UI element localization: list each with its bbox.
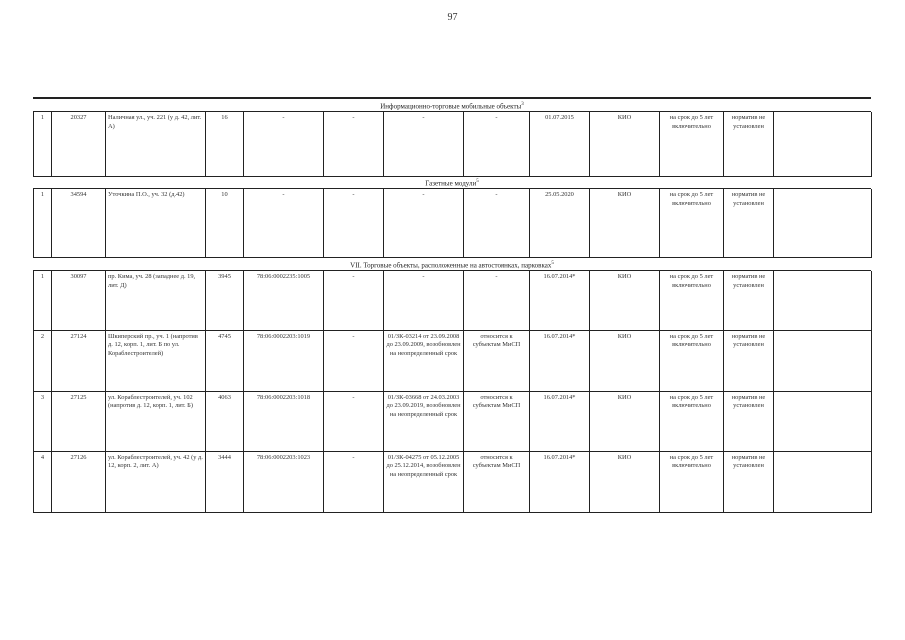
object-id: 27126 <box>52 451 106 512</box>
category-cell: - <box>464 112 530 176</box>
object-id: 27124 <box>52 330 106 391</box>
organization-cell: КИО <box>590 189 660 257</box>
category-cell: относится к субъектам МиСП <box>464 391 530 451</box>
cadastral-cell: 78:06:0002203:1019 <box>244 330 324 391</box>
organization-cell: КИО <box>590 271 660 330</box>
row-number: 2 <box>34 330 52 391</box>
date-cell: 16.07.2014* <box>530 271 590 330</box>
cadastral-cell: 78:06:0002203:1023 <box>244 451 324 512</box>
section-title: Газетные модули$^5$ <box>33 176 871 189</box>
table-row <box>34 451 872 512</box>
column-6-cell: - <box>324 189 384 257</box>
contract-cell: 01/ЗК-03668 от 24.03.2003 до 23.09.2019, возобновлен на неопределенный срок <box>384 391 464 451</box>
section-title: VII. Торговые объекты, расположенные на автостоянках, парковках$^5$ <box>33 258 871 271</box>
empty-cell <box>774 189 872 257</box>
norm-cell: норматив не установлен <box>724 391 774 451</box>
section-mobile-objects <box>33 99 871 177</box>
column-6-cell: - <box>324 330 384 391</box>
row-number: 3 <box>34 391 52 451</box>
section-newspaper-modules <box>33 176 871 258</box>
empty-cell <box>774 391 872 451</box>
object-id: 34594 <box>52 189 106 257</box>
empty-cell <box>774 330 872 391</box>
date-cell: 25.05.2020 <box>530 189 590 257</box>
cadastral-cell: - <box>244 189 324 257</box>
address-cell: Шкиперский пр., уч. 1 (напротив д. 12, корп. 1, лит. Б по ул. Кораблестроителей) <box>106 330 206 391</box>
contract-cell: - <box>384 112 464 176</box>
term-cell: на срок до 5 лет включительно <box>660 330 724 391</box>
object-id: 20327 <box>52 112 106 176</box>
table-row <box>34 391 872 451</box>
object-id: 27125 <box>52 391 106 451</box>
section-title: Информационно-торговые мобильные объекты$^3$ <box>33 99 871 112</box>
term-cell: на срок до 5 лет включительно <box>660 112 724 176</box>
address-cell: ул. Кораблестроителей, уч. 42 (у д. 12, корп. 2, лит. А) <box>106 451 206 512</box>
row-number: 1 <box>34 271 52 330</box>
date-cell: 16.07.2014* <box>530 391 590 451</box>
address-cell: Наличная ул., уч. 221 (у д. 42, лит. А) <box>106 112 206 176</box>
cadastral-cell: 78:06:0002235:1005 <box>244 271 324 330</box>
date-cell: 16.07.2014* <box>530 330 590 391</box>
table-row <box>34 330 872 391</box>
organization-cell: КИО <box>590 391 660 451</box>
records-table <box>33 189 872 258</box>
column-6-cell: - <box>324 271 384 330</box>
category-cell: относится к субъектам МиСП <box>464 330 530 391</box>
column-6-cell: - <box>324 112 384 176</box>
category-cell: относится к субъектам МиСП <box>464 451 530 512</box>
records-table <box>33 271 872 513</box>
area-cell: 4063 <box>206 391 244 451</box>
area-cell: 3945 <box>206 271 244 330</box>
term-cell: на срок до 5 лет включительно <box>660 451 724 512</box>
address-cell: пр. Кима, уч. 28 (западнее д. 19, лит. Д) <box>106 271 206 330</box>
norm-cell: норматив не установлен <box>724 271 774 330</box>
norm-cell: норматив не установлен <box>724 330 774 391</box>
area-cell: 16 <box>206 112 244 176</box>
cadastral-cell: - <box>244 112 324 176</box>
organization-cell: КИО <box>590 451 660 512</box>
section-parking-objects <box>33 258 871 513</box>
records-table <box>33 112 872 177</box>
term-cell: на срок до 5 лет включительно <box>660 271 724 330</box>
table-row <box>34 271 872 330</box>
date-cell: 01.07.2015 <box>530 112 590 176</box>
norm-cell: норматив не установлен <box>724 451 774 512</box>
row-number: 4 <box>34 451 52 512</box>
cadastral-cell: 78:06:0002203:1018 <box>244 391 324 451</box>
table-row <box>34 189 872 257</box>
row-number: 1 <box>34 112 52 176</box>
term-cell: на срок до 5 лет включительно <box>660 391 724 451</box>
norm-cell: норматив не установлен <box>724 189 774 257</box>
contract-cell: 01/ЗК-04275 от 05.12.2005 до 25.12.2014, возобновлен на неопределенный срок <box>384 451 464 512</box>
page-number: 97 <box>447 12 458 23</box>
term-cell: на срок до 5 лет включительно <box>660 189 724 257</box>
address-cell: Уточкина П.О., уч. 32 (д.42) <box>106 189 206 257</box>
column-6-cell: - <box>324 391 384 451</box>
address-cell: ул. Кораблестроителей, уч. 102 (напротив д. 12, корп. 1, лит. Б) <box>106 391 206 451</box>
empty-cell <box>774 451 872 512</box>
organization-cell: КИО <box>590 330 660 391</box>
empty-cell <box>774 271 872 330</box>
category-cell: - <box>464 271 530 330</box>
area-cell: 4745 <box>206 330 244 391</box>
contract-cell: - <box>384 189 464 257</box>
table-row <box>34 112 872 176</box>
area-cell: 10 <box>206 189 244 257</box>
object-id: 30097 <box>52 271 106 330</box>
row-number: 1 <box>34 189 52 257</box>
contract-cell: 01/ЗК-03214 от 23.09.2008 до 23.09.2009, возобновлен на неопределенный срок <box>384 330 464 391</box>
category-cell: - <box>464 189 530 257</box>
norm-cell: норматив не установлен <box>724 112 774 176</box>
organization-cell: КИО <box>590 112 660 176</box>
date-cell: 16.07.2014* <box>530 451 590 512</box>
contract-cell: - <box>384 271 464 330</box>
area-cell: 3444 <box>206 451 244 512</box>
empty-cell <box>774 112 872 176</box>
column-6-cell: - <box>324 451 384 512</box>
